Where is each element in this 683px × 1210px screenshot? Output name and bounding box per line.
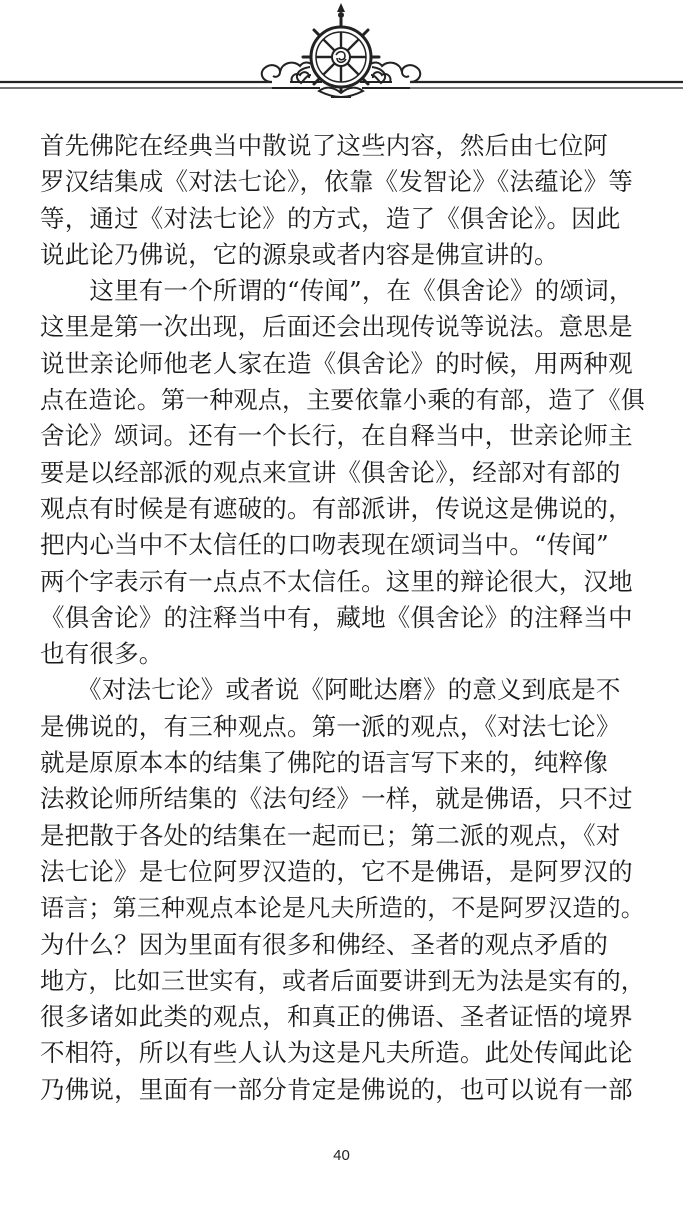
text-line: 就是原原本本的结集了佛陀的语言写下来的，纯粹像: [40, 748, 609, 778]
body-text: [40, 128, 648, 1108]
text-line: 首先佛陀在经典当中散说了这些内容，然后由七位阿: [40, 131, 609, 160]
text-line: 《俱舍论》的注释当中有，藏地《俱舍论》的注释当中: [40, 602, 633, 632]
text-line: 这里有一个所谓的“传闻”，在《俱舍论》的颂词，: [40, 276, 634, 306]
text-line: 舍论》颂词。还有一个长行，在自释当中，世亲论师主: [40, 421, 633, 451]
text-line: 说此论乃佛说，它的源泉或者内容是佛宣讲的。: [40, 239, 559, 269]
page-header-ornament: [0, 0, 683, 110]
text-line: 法七论》是七位阿罗汉造的，它不是佛语，是阿罗汉的: [40, 856, 633, 886]
text-line: 等，通过《对法七论》的方式，造了《俱舍论》。因此: [40, 203, 621, 233]
text-line: 观点有时候是有遮破的。有部派讲，传说这是佛说的，: [40, 493, 633, 523]
header-ornament: [0, 0, 683, 110]
text-line: 法救论师所结集的《法句经》一样，就是佛语，只不过: [40, 784, 633, 814]
text-line: 也有很多。: [40, 639, 164, 669]
text-line: 要是以经部派的观点来宣讲《俱舍论》，经部对有部的: [40, 457, 621, 487]
text-line: 是佛说的，有三种观点。第一派的观点，《对法七论》: [40, 711, 621, 741]
text-line: 不相符，所以有些人认为这是凡夫所造。此处传闻此论: [40, 1038, 633, 1068]
text-line: 说世亲论师他老人家在造《俱舍论》的时候，用两种观: [40, 348, 633, 378]
text-line: 把内心当中不太信任的口吻表现在颂词当中。“传闻”: [40, 530, 609, 560]
text-line: 是把散于各处的结集在一起而已；第二派的观点，《对: [40, 820, 621, 850]
page-number: 40: [333, 1147, 350, 1164]
text-line: 这里是第一次出现，后面还会出现传说等说法。意思是: [40, 312, 633, 342]
text-line: 《对法七论》或者说《阿毗达磨》的意义到底是不: [40, 675, 621, 705]
text-line: 为什么？因为里面有很多和佛经、圣者的观点矛盾的: [40, 929, 609, 959]
header-rule-left: [0, 82, 272, 88]
header-rule-right: [410, 82, 683, 88]
text-line: 罗汉结集成《对法七论》，依靠《发智论》《法蕴论》等: [40, 167, 633, 197]
text-line: 语言；第三种观点本论是凡夫所造的，不是阿罗汉造的。: [40, 894, 645, 923]
text-line: 乃佛说，里面有一部分肯定是佛说的，也可以说有一部: [40, 1074, 633, 1104]
text-line: 地方，比如三世实有，或者后面要讲到无为法是实有的，: [40, 966, 645, 995]
text-line: 很多诸如此类的观点，和真正的佛语、圣者证悟的境界: [40, 1002, 633, 1032]
text-line: 两个字表示有一点点不太信任。这里的辩论很大，汉地: [40, 566, 633, 596]
text-line: 点在造论。第一种观点，主要依靠小乘的有部，造了《俱: [40, 386, 645, 415]
